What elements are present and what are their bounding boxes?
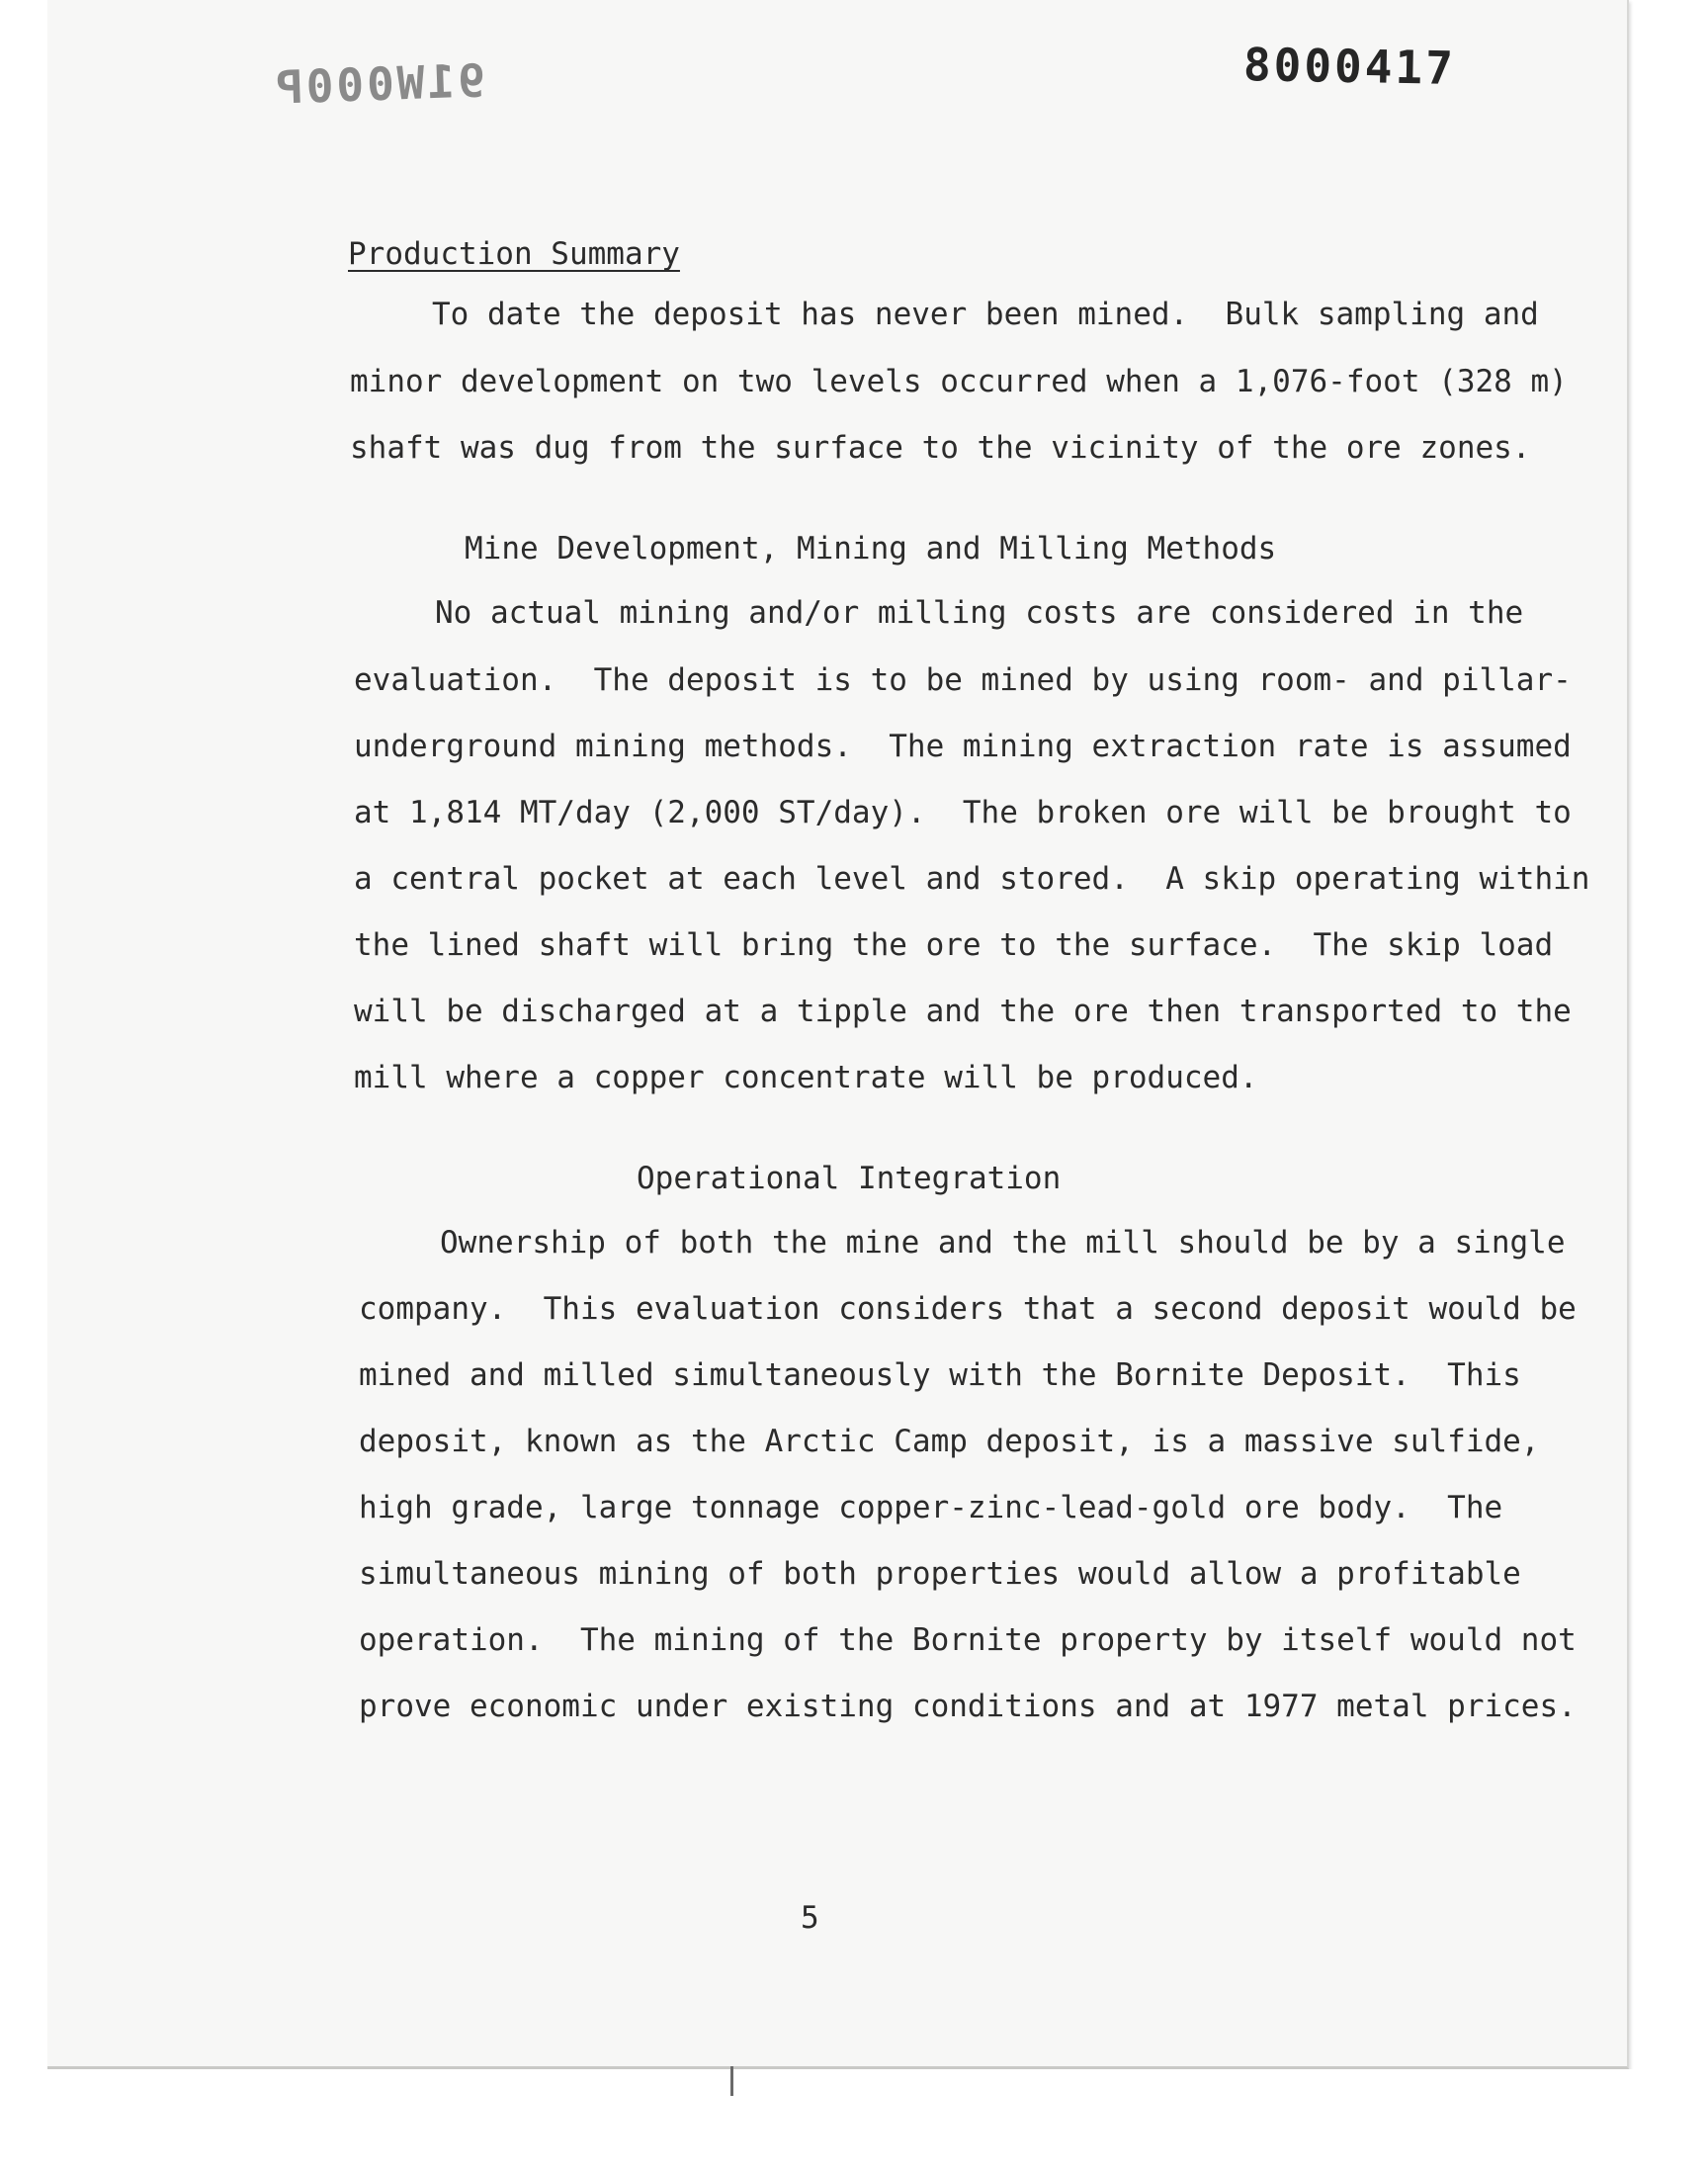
paragraph-line: evaluation. The deposit is to be mined by using room- and pillar- — [354, 662, 1572, 698]
paragraph-line: mined and milled simultaneously with the Bornite Deposit. This — [359, 1357, 1521, 1393]
binding-mark — [730, 2066, 733, 2096]
paragraph-line: company. This evaluation considers that a second deposit would be — [359, 1291, 1577, 1327]
paragraph-line: Ownership of both the mine and the mill should be by a single — [440, 1225, 1566, 1261]
paragraph-line: at 1,814 MT/day (2,000 ST/day). The broken ore will be brought to — [354, 795, 1572, 830]
paragraph-line: No actual mining and/or milling costs are considered in the — [435, 595, 1524, 631]
paragraph-line: underground mining methods. The mining extraction rate is assumed — [354, 729, 1572, 764]
paragraph-line: To date the deposit has never been mined. Bulk sampling and — [432, 297, 1539, 332]
paragraph-line: high grade, large tonnage copper-zinc-lead-gold ore body. The — [359, 1490, 1503, 1525]
paragraph-line: will be discharged at a tipple and the ore then transported to the — [354, 994, 1572, 1029]
document-number-stamp-mirrored: 91W000P — [272, 53, 486, 115]
paragraph-line: prove economic under existing conditions and at 1977 metal prices. — [359, 1689, 1577, 1724]
paragraph-line: simultaneous mining of both properties would allow a profitable — [359, 1556, 1521, 1592]
section-heading-production-summary: Production Summary — [348, 236, 680, 272]
paragraph-line: a central pocket at each level and stored. A skip operating within — [354, 861, 1590, 897]
scan-margin — [0, 2069, 1708, 2175]
paragraph-line: shaft was dug from the surface to the vicinity of the ore zones. — [350, 430, 1531, 466]
document-number-stamp: 8000417 — [1242, 38, 1457, 95]
paragraph-line: minor development on two levels occurred when a 1,076-foot (328 m) — [350, 364, 1568, 399]
section-heading-mine-development: Mine Development, Mining and Milling Methods — [465, 531, 1277, 566]
page-number: 5 — [801, 1900, 819, 1936]
paragraph-line: the lined shaft will bring the ore to the surface. The skip load — [354, 927, 1554, 963]
section-heading-operational-integration: Operational Integration — [637, 1161, 1062, 1196]
paragraph-line: deposit, known as the Arctic Camp deposit, is a massive sulfide, — [359, 1424, 1540, 1459]
paragraph-line: operation. The mining of the Bornite property by itself would not — [359, 1622, 1577, 1658]
paragraph-line: mill where a copper concentrate will be produced. — [354, 1060, 1258, 1095]
